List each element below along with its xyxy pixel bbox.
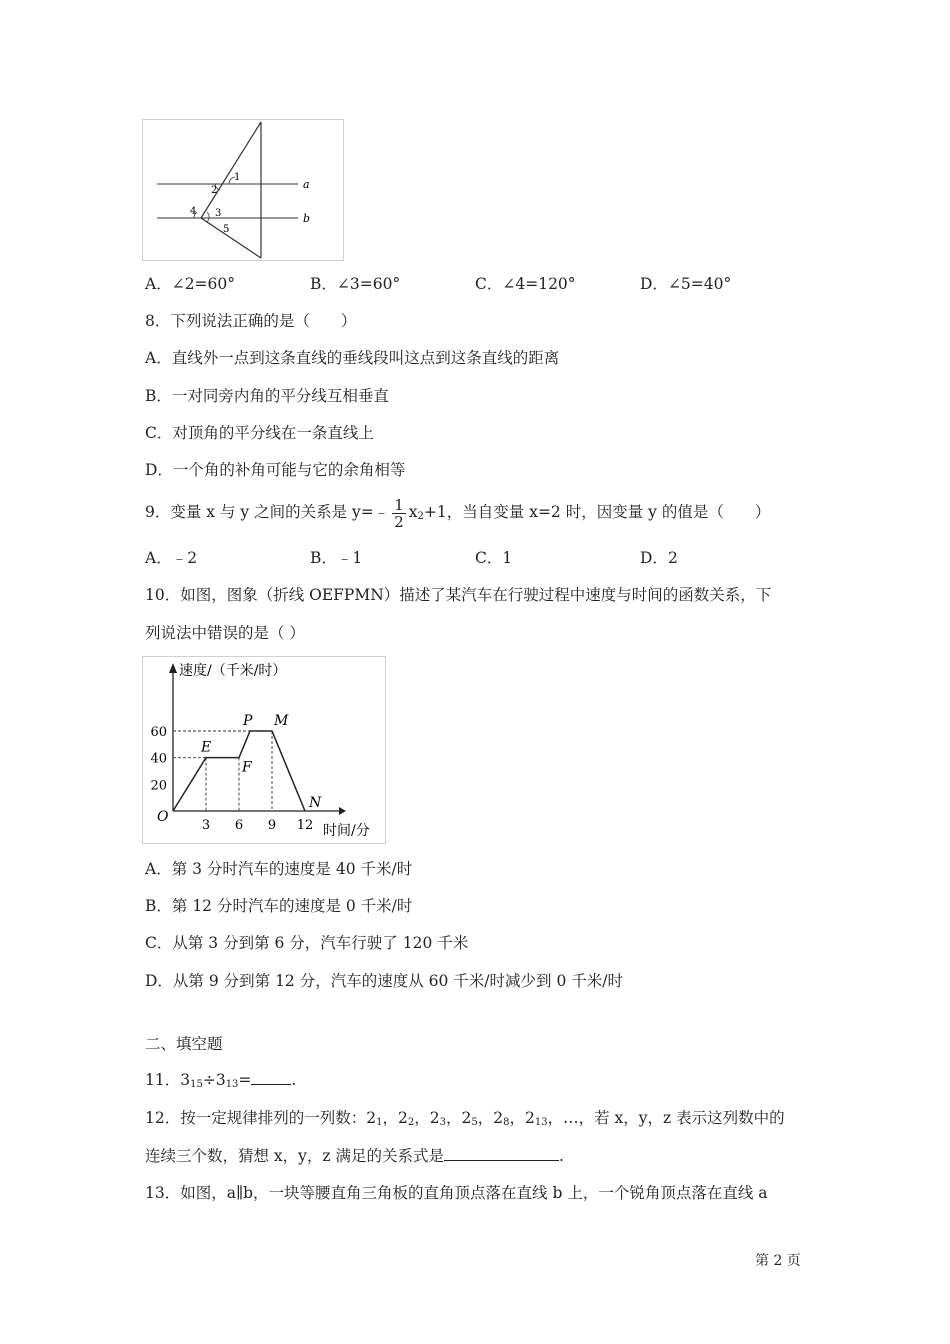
x-tick-label: 12 xyxy=(296,818,314,833)
q13-line1: 13．如图，a∥b，一块等腰直角三角板的直角顶点落在直线 b 上，一个锐角顶点落在直线 a xyxy=(145,1184,768,1202)
x-axis-label: 时间/分 xyxy=(323,823,370,839)
y-axis-arrow xyxy=(169,663,177,673)
speed-time-chart xyxy=(142,656,386,844)
q11-blank xyxy=(251,1070,291,1085)
label-5: 5 xyxy=(223,224,230,235)
point-label-e: E xyxy=(201,739,212,756)
q10-stem-line2: 列说法中错误的是（ ） xyxy=(145,624,305,642)
q10-stem-line1: 10．如图，图象（折线 OEFPMN）描述了某汽车在行驶过程中速度与时间的函数关系，下 xyxy=(145,586,772,604)
q10-option-b: B．第 12 分时汽车的速度是 0 千米/时 xyxy=(145,897,413,915)
point-label-m: M xyxy=(274,713,289,730)
q8-option-a: A．直线外一点到这条直线的垂线段叫这点到这条直线的距离 xyxy=(145,349,560,367)
q12-line1: 12．按一定规律排列的一列数：$2_1$，$2_2$，$2_3$，$2_5$，$2_8$，$2_{13}$，…，若 x，y，z 表示这列数中的 xyxy=(145,1109,785,1128)
q12-line2: 连续三个数，猜想 x，y，z 满足的关系式是 . xyxy=(145,1147,564,1165)
label-2: 2 xyxy=(211,185,218,196)
q9-stem: 9．变量 x 与 y 之间的关系是 y=﹣ $\frac{1}{2}$ $x_2+1$，当自变量 x=2 时，因变量 y 的值是（ ） xyxy=(145,495,771,531)
q7-option-b: B．∠3=60° xyxy=(310,275,401,293)
y-tick-label: 20 xyxy=(150,778,167,794)
q9-option-d: D．2 xyxy=(640,549,678,567)
q7-option-c: C．∠4=120° xyxy=(475,275,576,293)
point-label-f: F xyxy=(242,759,252,776)
parallel-lines-svg xyxy=(143,120,343,260)
label-4: 4 xyxy=(190,206,197,217)
y-axis-label: 速度/（千米/时） xyxy=(179,663,287,679)
x-tick-label: 3 xyxy=(201,818,211,833)
q7-option-a: A．∠2=60° xyxy=(145,275,236,293)
triangle-side-bottom xyxy=(201,218,261,258)
q7-option-d: D．∠5=40° xyxy=(640,275,732,293)
y-tick-label: 40 xyxy=(150,751,167,767)
q8-option-b: B．一对同旁内角的平分线互相垂直 xyxy=(145,387,389,405)
label-1: 1 xyxy=(234,172,241,183)
triangle-side-hyp xyxy=(201,122,261,218)
q8-stem: 8．下列说法正确的是（ ） xyxy=(145,312,357,330)
label-3: 3 xyxy=(215,208,222,219)
q10-option-c: C．从第 3 分到第 6 分，汽车行驶了 120 千米 xyxy=(145,934,469,952)
q12-blank xyxy=(444,1146,559,1161)
q9-option-b: B．﹣1 xyxy=(310,549,363,567)
origin-label: O xyxy=(157,809,169,825)
x-tick-label: 9 xyxy=(267,818,277,833)
point-label-p: P xyxy=(243,713,253,730)
q9-option-c: C．1 xyxy=(475,549,513,567)
q9-option-a: A．﹣2 xyxy=(145,549,198,567)
q9-fraction: $\frac{1}{2}$ xyxy=(394,495,404,531)
label-b: b xyxy=(303,212,311,225)
q10-option-a: A．第 3 分时汽车的速度是 40 千米/时 xyxy=(145,860,413,878)
q11: 11．$3_{15}\div 3_{13}=$ . xyxy=(145,1071,297,1090)
q8-option-c: C．对顶角的平分线在一条直线上 xyxy=(145,424,374,442)
page-number: 第 2 页 xyxy=(755,1253,801,1269)
section-title: 二、填空题 xyxy=(145,1035,223,1053)
x-tick-label: 6 xyxy=(234,818,244,833)
q10-option-d: D．从第 9 分到第 12 分，汽车的速度从 60 千米/时减少到 0 千米/时 xyxy=(145,972,623,990)
speed-time-svg xyxy=(143,657,385,843)
label-a: a xyxy=(303,178,310,191)
point-label-n: N xyxy=(309,795,322,811)
y-tick-label: 60 xyxy=(150,725,167,741)
q8-option-d: D．一个角的补角可能与它的余角相等 xyxy=(145,461,406,479)
parallel-lines-figure xyxy=(142,119,344,261)
x-axis-arrow xyxy=(339,807,346,815)
